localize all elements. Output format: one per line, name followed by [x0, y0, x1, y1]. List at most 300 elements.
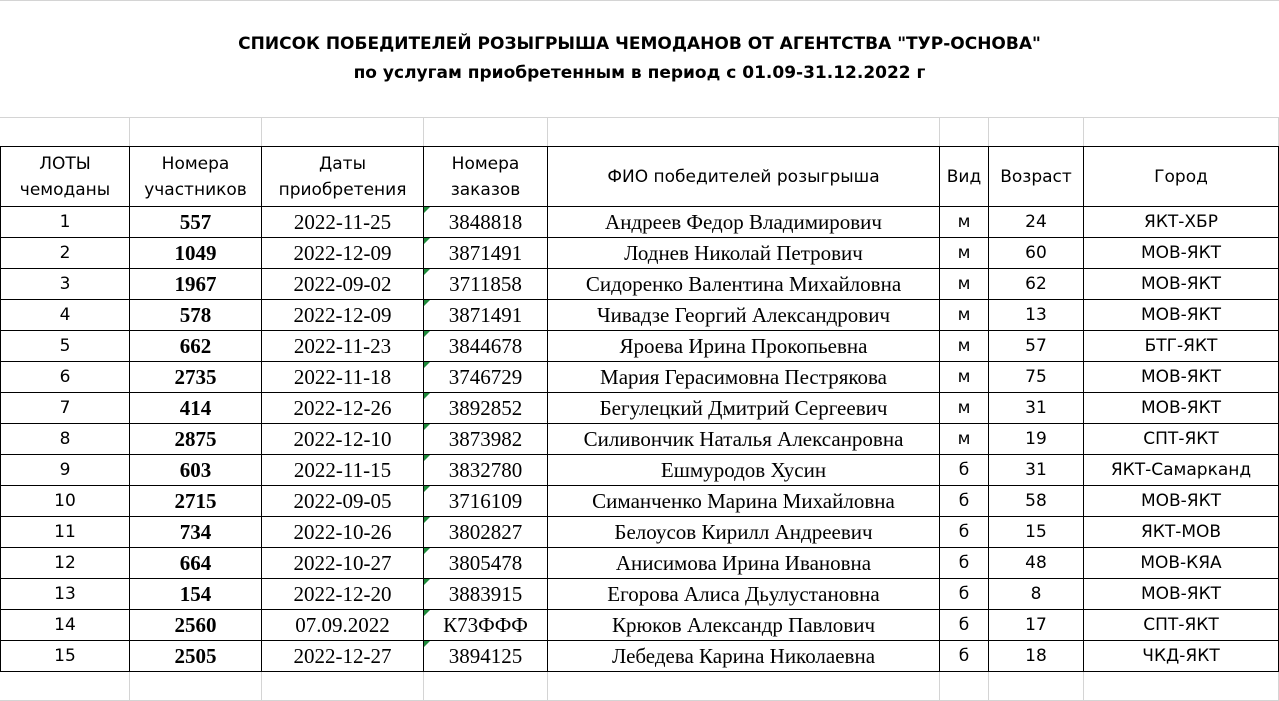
cell-order[interactable] — [424, 610, 548, 641]
cell-participant[interactable] — [130, 610, 262, 641]
cell-name[interactable] — [548, 207, 940, 238]
cell-city-value: МОВ-ЯКТ — [1140, 491, 1222, 511]
cell-lot[interactable] — [1, 269, 130, 300]
number-stored-as-text-indicator — [424, 455, 430, 461]
cell-date[interactable] — [262, 269, 424, 300]
cell-date-value: 2022-12-09 — [293, 302, 392, 327]
cell-date-value: 2022-12-10 — [293, 426, 392, 451]
cell-participant-value: 734 — [179, 519, 212, 544]
cell-name-value: Сидоренко Валентина Михайловна — [585, 271, 902, 296]
cell-date-value: 2022-11-18 — [293, 364, 392, 389]
cell-age[interactable] — [989, 486, 1084, 517]
cell-participant[interactable] — [130, 300, 262, 331]
cell-order[interactable] — [424, 517, 548, 548]
cell-order[interactable] — [424, 424, 548, 455]
table-row — [1, 517, 1279, 548]
cell-age-value: 31 — [1025, 398, 1047, 418]
cell-date[interactable] — [262, 641, 424, 672]
cell-participant-value: 2875 — [174, 426, 217, 451]
cell-age-value: 18 — [1025, 646, 1047, 666]
cell-lot[interactable] — [1, 424, 130, 455]
cell-name-value: Крюков Александр Павлович — [611, 612, 876, 637]
cell-age[interactable] — [989, 641, 1084, 672]
cell-participant-value: 2735 — [174, 364, 217, 389]
cell-age[interactable] — [989, 300, 1084, 331]
cell-order-value: 3746729 — [448, 364, 523, 389]
cell-age[interactable] — [989, 238, 1084, 269]
cell-city-value: ЯКТ-МОВ — [1140, 522, 1222, 542]
cell-kind-value: б — [958, 553, 970, 573]
cell-kind[interactable] — [940, 517, 989, 548]
cell-age-value: 24 — [1025, 212, 1047, 232]
gridline — [1083, 669, 1084, 701]
cell-age[interactable] — [989, 579, 1084, 610]
cell-date-value: 2022-11-15 — [293, 457, 392, 482]
gridline — [988, 669, 989, 701]
header-participant-label: Номера участников — [144, 153, 247, 200]
cell-order[interactable] — [424, 641, 548, 672]
cell-city-value: МОВ-ЯКТ — [1140, 367, 1222, 387]
cell-kind[interactable] — [940, 579, 989, 610]
cell-name[interactable] — [548, 641, 940, 672]
cell-date-value: 2022-12-20 — [293, 581, 392, 606]
cell-age-value: 15 — [1025, 522, 1047, 542]
cell-age[interactable] — [989, 610, 1084, 641]
table-row — [1, 300, 1279, 331]
header-row — [1, 147, 1279, 207]
cell-age[interactable] — [989, 424, 1084, 455]
cell-date-value: 2022-09-02 — [293, 271, 392, 296]
cell-order[interactable] — [424, 238, 548, 269]
cell-name-value: Белоусов Кирилл Андреевич — [614, 519, 873, 544]
number-stored-as-text-indicator — [424, 424, 430, 430]
cell-city[interactable] — [1084, 579, 1279, 610]
cell-order[interactable] — [424, 207, 548, 238]
table-row — [1, 548, 1279, 579]
cell-kind[interactable] — [940, 548, 989, 579]
cell-city-value: МОВ-КЯА — [1140, 553, 1222, 573]
cell-lot-value: 5 — [59, 336, 71, 356]
cell-age[interactable] — [989, 362, 1084, 393]
cell-order[interactable] — [424, 548, 548, 579]
cell-date[interactable] — [262, 362, 424, 393]
cell-lot[interactable] — [1, 331, 130, 362]
cell-age[interactable] — [989, 548, 1084, 579]
cell-city-value: МОВ-ЯКТ — [1140, 398, 1222, 418]
cell-order-value: 3871491 — [448, 302, 523, 327]
cell-age[interactable] — [989, 207, 1084, 238]
gridline — [423, 669, 424, 701]
cell-date[interactable] — [262, 486, 424, 517]
cell-participant-value: 557 — [179, 209, 212, 234]
cell-name-value: Яроева Ирина Прокопьевна — [619, 333, 868, 358]
number-stored-as-text-indicator — [424, 207, 430, 213]
table-row — [1, 393, 1279, 424]
cell-city[interactable] — [1084, 424, 1279, 455]
cell-kind-value: б — [958, 615, 970, 635]
cell-participant[interactable] — [130, 424, 262, 455]
cell-city[interactable] — [1084, 269, 1279, 300]
cell-order-value: 3832780 — [448, 457, 523, 482]
header-name-label: ФИО победителей розыгрыша — [607, 166, 880, 187]
cell-lot-value: 9 — [59, 460, 71, 480]
cell-city-value: МОВ-ЯКТ — [1140, 305, 1222, 325]
cell-age-value: 8 — [1030, 584, 1042, 604]
header-lot-label: ЛОТЫ чемоданы — [19, 153, 111, 200]
number-stored-as-text-indicator — [424, 238, 430, 244]
cell-kind-value: б — [958, 584, 970, 604]
cell-date-value: 2022-12-26 — [293, 395, 392, 420]
table-row — [1, 238, 1279, 269]
cell-name-value: Симанченко Марина Михайловна — [592, 488, 895, 513]
cell-order-value: 3848818 — [448, 209, 523, 234]
cell-participant[interactable] — [130, 393, 262, 424]
cell-name-value: Лебедева Карина Николаевна — [611, 643, 876, 668]
cell-kind-value: м — [957, 305, 971, 325]
cell-city-value: ЯКТ-Самарканд — [1110, 460, 1252, 480]
cell-city[interactable] — [1084, 641, 1279, 672]
cell-age-value: 19 — [1025, 429, 1047, 449]
cell-lot-value: 13 — [54, 584, 76, 604]
cell-participant[interactable] — [130, 269, 262, 300]
cell-participant[interactable] — [130, 331, 262, 362]
cell-kind[interactable] — [940, 424, 989, 455]
cell-city[interactable] — [1084, 486, 1279, 517]
cell-kind-value: м — [957, 243, 971, 263]
number-stored-as-text-indicator — [424, 548, 430, 554]
cell-name[interactable] — [548, 393, 940, 424]
cell-lot[interactable] — [1, 610, 130, 641]
cell-city[interactable] — [1084, 393, 1279, 424]
cell-name-value: Ешмуродов Хусин — [660, 457, 827, 482]
cell-name-value: Анисимова Ирина Ивановна — [615, 550, 872, 575]
table-row — [1, 362, 1279, 393]
cell-participant-value: 2505 — [174, 643, 217, 668]
gridline — [547, 669, 548, 701]
cell-age-value: 60 — [1025, 243, 1047, 263]
table-row — [1, 486, 1279, 517]
gridline — [261, 669, 262, 701]
table-row — [1, 424, 1279, 455]
cell-kind[interactable] — [940, 362, 989, 393]
cell-city-value: МОВ-ЯКТ — [1140, 243, 1222, 263]
cell-participant-value: 154 — [179, 581, 212, 606]
cell-participant-value: 1967 — [174, 271, 217, 296]
header-order-label: Номера заказов — [450, 153, 521, 200]
cell-name[interactable] — [548, 300, 940, 331]
cell-name[interactable] — [548, 269, 940, 300]
header-participant[interactable] — [130, 147, 262, 207]
cell-kind-value: б — [958, 646, 970, 666]
header-order[interactable] — [424, 147, 548, 207]
cell-date-value: 2022-12-09 — [293, 240, 392, 265]
cell-kind[interactable] — [940, 331, 989, 362]
cell-kind[interactable] — [940, 238, 989, 269]
cell-lot[interactable] — [1, 393, 130, 424]
cell-participant[interactable] — [130, 579, 262, 610]
cell-order[interactable] — [424, 393, 548, 424]
cell-city[interactable] — [1084, 300, 1279, 331]
cell-date-value: 2022-12-27 — [293, 643, 392, 668]
header-lot[interactable] — [1, 147, 130, 207]
cell-order-value: 3805478 — [448, 550, 523, 575]
cell-kind[interactable] — [940, 393, 989, 424]
cell-city[interactable] — [1084, 207, 1279, 238]
cell-city[interactable] — [1084, 331, 1279, 362]
cell-name[interactable] — [548, 238, 940, 269]
cell-order-value: 3802827 — [448, 519, 523, 544]
cell-age-value: 58 — [1025, 491, 1047, 511]
cell-kind-value: м — [957, 336, 971, 356]
cell-kind-value: м — [957, 274, 971, 294]
gridline — [0, 117, 1279, 118]
cell-order-value: 3892852 — [448, 395, 523, 420]
cell-participant-value: 662 — [179, 333, 212, 358]
number-stored-as-text-indicator — [424, 362, 430, 368]
cell-order[interactable] — [424, 300, 548, 331]
cell-city-value: БТГ-ЯКТ — [1144, 336, 1218, 356]
cell-date[interactable] — [262, 579, 424, 610]
cell-city[interactable] — [1084, 517, 1279, 548]
cell-city-value: ЧКД-ЯКТ — [1142, 646, 1220, 666]
cell-date-value: 2022-10-27 — [293, 550, 392, 575]
cell-order-value: 3844678 — [448, 333, 523, 358]
table-row — [1, 455, 1279, 486]
cell-participant[interactable] — [130, 517, 262, 548]
cell-participant[interactable] — [130, 641, 262, 672]
cell-date-value: 2022-09-05 — [293, 488, 392, 513]
gridline — [129, 669, 130, 701]
cell-kind[interactable] — [940, 300, 989, 331]
cell-participant-value: 664 — [179, 550, 212, 575]
cell-kind-value: м — [957, 212, 971, 232]
cell-order-value: 3871491 — [448, 240, 523, 265]
cell-city[interactable] — [1084, 362, 1279, 393]
page-subtitle: по услугам приобретенным в период с 01.09-31.12.2022 г — [353, 63, 926, 83]
number-stored-as-text-indicator — [424, 331, 430, 337]
cell-order-value: 3894125 — [448, 643, 523, 668]
cell-name-value: Мария Герасимовна Пестрякова — [600, 364, 887, 389]
cell-age-value: 62 — [1025, 274, 1047, 294]
gridline — [1083, 117, 1084, 146]
cell-lot[interactable] — [1, 517, 130, 548]
number-stored-as-text-indicator — [424, 517, 430, 523]
cell-lot-value: 12 — [54, 553, 76, 573]
number-stored-as-text-indicator — [424, 486, 430, 492]
cell-name[interactable] — [548, 331, 940, 362]
cell-lot-value: 11 — [54, 522, 76, 542]
cell-kind-value: б — [958, 522, 970, 542]
cell-name[interactable] — [548, 455, 940, 486]
table-row — [1, 641, 1279, 672]
cell-date-value: 2022-11-23 — [293, 333, 392, 358]
cell-lot-value: 1 — [59, 212, 71, 232]
cell-order[interactable] — [424, 331, 548, 362]
cell-participant[interactable] — [130, 486, 262, 517]
cell-lot-value: 6 — [59, 367, 71, 387]
cell-kind-value: б — [958, 460, 970, 480]
cell-lot[interactable] — [1, 455, 130, 486]
gridline — [423, 117, 424, 146]
gridline — [261, 117, 262, 146]
cell-participant-value: 2715 — [174, 488, 217, 513]
cell-order[interactable] — [424, 579, 548, 610]
cell-lot-value: 10 — [54, 491, 76, 511]
cell-lot[interactable] — [1, 362, 130, 393]
header-kind[interactable] — [940, 147, 989, 207]
cell-lot[interactable] — [1, 579, 130, 610]
cell-lot-value: 2 — [59, 243, 71, 263]
number-stored-as-text-indicator — [424, 579, 430, 585]
cell-participant-value: 578 — [179, 302, 212, 327]
cell-date[interactable] — [262, 610, 424, 641]
cell-name-value: Бегулецкий Дмитрий Сергеевич — [599, 395, 888, 420]
cell-name[interactable] — [548, 424, 940, 455]
cell-order[interactable] — [424, 269, 548, 300]
cell-participant-value: 1049 — [174, 240, 217, 265]
cell-order[interactable] — [424, 362, 548, 393]
cell-age[interactable] — [989, 393, 1084, 424]
cell-date[interactable] — [262, 331, 424, 362]
cell-name[interactable] — [548, 362, 940, 393]
cell-date-value: 2022-11-25 — [293, 209, 392, 234]
cell-name[interactable] — [548, 579, 940, 610]
cell-city[interactable] — [1084, 548, 1279, 579]
cell-lot[interactable] — [1, 641, 130, 672]
number-stored-as-text-indicator — [424, 610, 430, 616]
cell-date[interactable] — [262, 393, 424, 424]
cell-kind[interactable] — [940, 641, 989, 672]
cell-kind[interactable] — [940, 610, 989, 641]
cell-participant[interactable] — [130, 548, 262, 579]
cell-kind[interactable] — [940, 455, 989, 486]
number-stored-as-text-indicator — [424, 393, 430, 399]
cell-age-value: 57 — [1025, 336, 1047, 356]
cell-lot-value: 3 — [59, 274, 71, 294]
cell-participant[interactable] — [130, 455, 262, 486]
cell-date[interactable] — [262, 548, 424, 579]
cell-date[interactable] — [262, 238, 424, 269]
cell-kind[interactable] — [940, 486, 989, 517]
gridline — [129, 117, 130, 146]
header-name[interactable] — [548, 147, 940, 207]
cell-lot[interactable] — [1, 300, 130, 331]
cell-lot[interactable] — [1, 207, 130, 238]
cell-age[interactable] — [989, 269, 1084, 300]
cell-age-value: 48 — [1025, 553, 1047, 573]
cell-name-value: Егорова Алиса Дьулустановна — [607, 581, 880, 606]
gridline — [939, 669, 940, 701]
cell-name-value: Лоднев Николай Петрович — [624, 240, 863, 265]
cell-city-value: МОВ-ЯКТ — [1140, 274, 1222, 294]
table-row — [1, 207, 1279, 238]
cell-city-value: МОВ-ЯКТ — [1140, 584, 1222, 604]
winners-table — [0, 146, 1279, 672]
gridline — [988, 117, 989, 146]
table-row — [1, 331, 1279, 362]
cell-participant-value: 2560 — [174, 612, 217, 637]
table-row — [1, 579, 1279, 610]
cell-name-value: Силивончик Наталья Алексанровна — [583, 426, 904, 451]
number-stored-as-text-indicator — [424, 300, 430, 306]
cell-order-value: 3873982 — [448, 426, 523, 451]
cell-date[interactable] — [262, 517, 424, 548]
cell-age[interactable] — [989, 455, 1084, 486]
page-title: СПИСОК ПОБЕДИТЕЛЕЙ РОЗЫГРЫША ЧЕМОДАНОВ ОТ АГЕНТСТВА "ТУР-ОСНОВА" — [238, 34, 1041, 54]
cell-city-value: ЯКТ-ХБР — [1144, 212, 1218, 232]
cell-participant[interactable] — [130, 362, 262, 393]
cell-lot-value: 15 — [54, 646, 76, 666]
cell-kind-value: б — [958, 491, 970, 511]
header-age[interactable] — [989, 147, 1084, 207]
cell-kind[interactable] — [940, 269, 989, 300]
cell-name-value: Чивадзе Георгий Александрович — [596, 302, 891, 327]
cell-lot-value: 8 — [59, 429, 71, 449]
cell-kind-value: м — [957, 398, 971, 418]
cell-kind-value: м — [957, 367, 971, 387]
cell-order-value: 3716109 — [448, 488, 523, 513]
cell-lot-value: 14 — [54, 615, 76, 635]
cell-date[interactable] — [262, 207, 424, 238]
header-city-label: Город — [1154, 166, 1208, 187]
cell-age-value: 13 — [1025, 305, 1047, 325]
cell-name[interactable] — [548, 517, 940, 548]
cell-order[interactable] — [424, 455, 548, 486]
cell-lot[interactable] — [1, 548, 130, 579]
cell-participant[interactable] — [130, 238, 262, 269]
cell-city[interactable] — [1084, 238, 1279, 269]
cell-date[interactable] — [262, 455, 424, 486]
cell-city[interactable] — [1084, 610, 1279, 641]
gridline — [547, 117, 548, 146]
header-age-label: Возраст — [1000, 166, 1072, 187]
cell-order[interactable] — [424, 486, 548, 517]
number-stored-as-text-indicator — [424, 269, 430, 275]
header-date[interactable] — [262, 147, 424, 207]
cell-lot-value: 7 — [59, 398, 71, 418]
header-kind-label: Вид — [946, 166, 982, 187]
cell-participant-value: 414 — [179, 395, 212, 420]
cell-kind[interactable] — [940, 207, 989, 238]
cell-participant[interactable] — [130, 207, 262, 238]
cell-date-value: 2022-10-26 — [293, 519, 392, 544]
cell-order-value: К73ФФФ — [443, 612, 528, 637]
cell-age-value: 17 — [1025, 615, 1047, 635]
cell-city[interactable] — [1084, 455, 1279, 486]
cell-lot[interactable] — [1, 238, 130, 269]
cell-name[interactable] — [548, 486, 940, 517]
header-date-label: Даты приобретения — [278, 153, 407, 200]
cell-city-value: СПТ-ЯКТ — [1143, 615, 1219, 635]
cell-age-value: 75 — [1025, 367, 1047, 387]
cell-lot-value: 4 — [59, 305, 71, 325]
cell-lot[interactable] — [1, 486, 130, 517]
cell-age[interactable] — [989, 331, 1084, 362]
cell-age[interactable] — [989, 517, 1084, 548]
cell-name[interactable] — [548, 610, 940, 641]
number-stored-as-text-indicator — [424, 641, 430, 647]
cell-date-value: 07.09.2022 — [295, 612, 390, 637]
cell-name[interactable] — [548, 548, 940, 579]
table-row — [1, 610, 1279, 641]
gridline — [939, 117, 940, 146]
cell-name-value: Андреев Федор Владимирович — [605, 209, 882, 234]
header-city[interactable] — [1084, 147, 1279, 207]
cell-order-value: 3711858 — [449, 271, 522, 296]
cell-date[interactable] — [262, 300, 424, 331]
cell-date[interactable] — [262, 424, 424, 455]
table-row — [1, 269, 1279, 300]
